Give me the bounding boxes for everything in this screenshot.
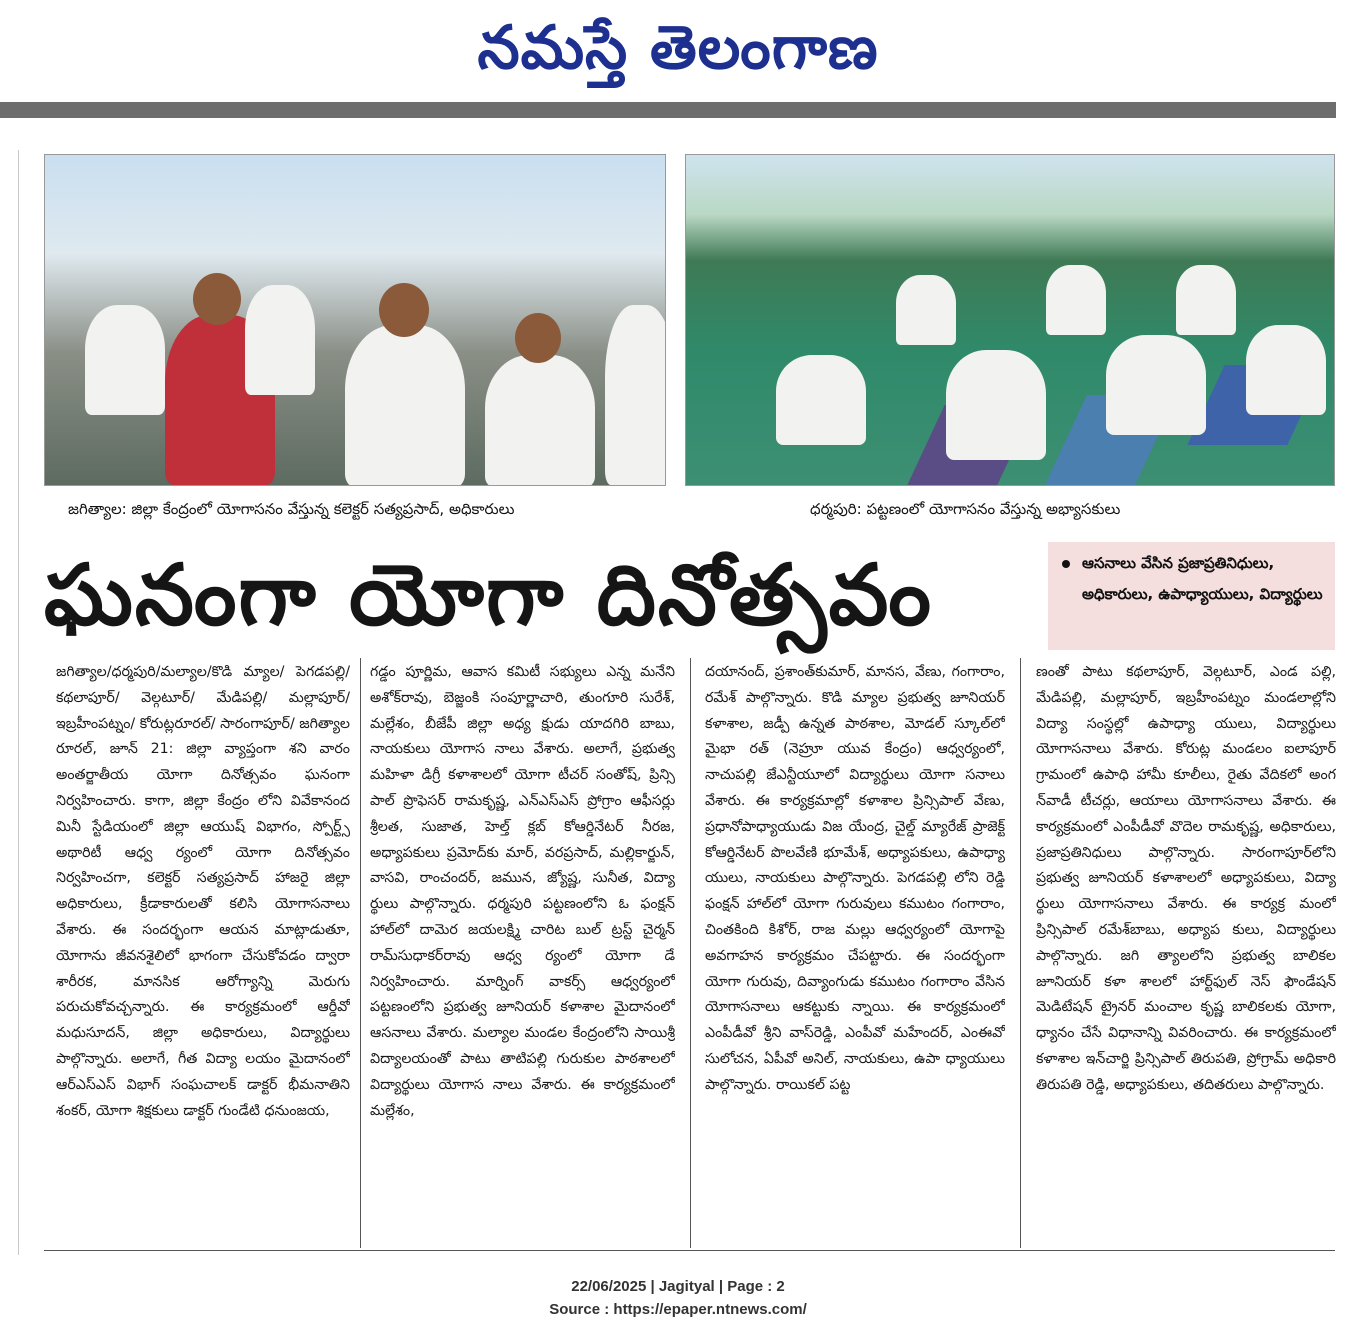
photo-person <box>345 325 465 486</box>
article-column: గడ్డం పూర్ణిమ, ఆవాస కమిటీ సభ్యులు ఎన్న మనేని అశోక్‌రావు, బెజ్జంకి సంపూర్ణాచారి, తుంగూరి సురేశ్, మల్లేశం, బీజేపీ జిల్లా అధ్య క్షుడు యాదగిరి బాబు, నాయకులు యోగాస నాలు వేశారు. అలాగే, ప్రభుత్వ మహిళా డిగ్రీ కళాశాలలో యోగా టీచర్ సంతోష్, ప్రిన్సి పాల్ ప్రొఫెసర్ రామకృష్ణ, ఎన్ఎస్ఎస్ ప్రోగ్రాం ఆఫీసర్లు శ్రీలత, సుజాత, హెల్త్ క్లబ్ కోఆర్డినేటర్ నీరజ, అధ్యాపకులు ప్రమోద్‌కు మార్, వరప్రసాద్, మల్లికార్జున్, వాసవి, రాంచందర్, జమున, జ్యోష్ణ, సునీత, విద్యా ర్థులు పాల్గొన్నారు. ధర్మపురి పట్టణంలోని ఓ ఫంక్షన్ హాల్‌లో దామెర జయలక్ష్మి చారిట బుల్ ట్రస్ట్ చైర్మన్ రామ్‌సుధాకర్‌రావు ఆధ్వ ర్యంలో యోగా డే నిర్వహించారు. మార్నింగ్ వాకర్స్ ఆధ్వర్యంలో పట్టణంలోని ప్రభుత్వ జూనియర్ కళాశాల మైదానంలో ఆసనాలు వేశారు. మల్యాల మండల కేంద్రంలోని సాయిశ్రీ విద్యాలయంతో పాటు తాటిపల్లి గురుకుల పాఠశాలలో విద్యార్థులు యోగాస నాలు వేశారు. ఈ కార్యక్రమంలో మల్లేశం, <box>370 664 675 1119</box>
photo-person <box>946 350 1046 460</box>
photo-person-head <box>515 313 561 363</box>
bullet-icon <box>1062 560 1070 568</box>
photo-person <box>85 305 165 415</box>
photo-person <box>1046 265 1106 335</box>
photo-person <box>1106 335 1206 435</box>
photo-person-head <box>379 283 429 337</box>
photo-person <box>1246 325 1326 415</box>
column-divider <box>690 658 691 1248</box>
article-bottom-rule <box>44 1250 1335 1251</box>
photo-jagityal-yoga <box>44 154 666 486</box>
page-edge-line <box>18 150 19 1255</box>
highlight-box <box>1048 542 1335 650</box>
photo-caption: ధర్మపురి: పట్టణంలో యోగాసనం వేస్తున్న అభ్యాసకులు <box>810 500 1121 518</box>
newspaper-logo: నమస్తే తెలంగాణ <box>477 13 879 83</box>
column-divider <box>1020 658 1021 1248</box>
footer-date-line: 22/06/2025 | Jagityal | Page : 2 <box>571 1278 785 1295</box>
photo-person <box>245 285 315 395</box>
photo-person <box>485 355 595 486</box>
highlight-text: ఆసనాలు వేసిన ప్రజాప్రతినిధులు, అధికారులు, ఉపాధ్యాయులు, విద్యార్థులు <box>1082 554 1323 603</box>
photo-person <box>776 355 866 445</box>
article-column: ణంతో పాటు కథలాపూర్, వెల్గటూర్, ఎండ పల్లి, మేడిపల్లి, మల్లాపూర్, ఇబ్రహీంపట్నం మండలాల్లోని విద్యా సంస్థల్లో ఉపాధ్యా యులు, విద్యార్థులు యోగాసనాలు వేశారు. కోరుట్ల మండలం ఐలాపూర్ గ్రామంలో ఉపాధి హామీ కూలీలు, రైతు వేదికలో అంగ న్‌వాడీ టీచర్లు, ఆయాలు యోగాసనాలు వేశారు. ఈ కార్యక్రమంలో ఎంపీడీవో వొదెల రామకృష్ణ, అధికారులు, ప్రజాప్రతినిధులు పాల్గొన్నారు. సారంగాపూర్‌లోని ప్రభుత్వ జూనియర్ కళాశాలలో అధ్యాపకులు, విద్యా ర్థులు యోగాసనాలు వేశారు. ఈ కార్యక్ర మంలో ప్రిన్సిపాల్ రమేశ్‌బాబు, అధ్యాప కులు, విద్యార్థులు పాల్గొన్నారు. జగి త్యాలలోని ప్రభుత్వ బాలికల జూనియర్ కళా శాలలో హార్ట్‌ఫుల్ నెస్ ఫౌండేషన్ మెడిటేషన్ ట్రైనర్ మంచాల కృష్ణ బాలికలకు యోగా, ధ్యానం చేసే విధానాన్ని వివరించారు. ఈ కార్యక్రమంలో కళాశాల ఇన్‌చార్జి ప్రిన్సిపాల్ తిరుపతి, ప్రోగ్రామ్ అధికారి తిరుపతి రెడ్డి, అధ్యాపకులు, తదితరులు పాల్గొన్నారు. <box>1036 664 1336 1093</box>
photo-person <box>605 305 666 485</box>
photo-dharmapuri-yoga <box>685 154 1335 486</box>
photo-person <box>1176 265 1236 335</box>
column-divider <box>360 658 361 1248</box>
masthead-rule <box>0 102 1336 118</box>
footer-source-line: Source : https://epaper.ntnews.com/ <box>549 1301 807 1318</box>
masthead <box>0 0 1356 100</box>
photo-person-head <box>193 273 241 325</box>
article-column: జగిత్యాల/ధర్మపురి/మల్యాల/కొడి మ్యాల/ పెగడపల్లి/ కథలాపూర్/ వెల్గటూర్/ మేడిపల్లి/ మల్లాపూర్/ ఇబ్రహీంపట్నం/ కోరుట్లరూరల్/ సారంగాపూర్/ జగిత్యాల రూరల్, జూన్ 21: జిల్లా వ్యాప్తంగా శని వారం అంతర్జాతీయ యోగా దినోత్సవం ఘనంగా నిర్వహించారు. కాగా, జిల్లా కేంద్రం లోని వివేకానంద మినీ స్టేడియంలో జిల్లా ఆయుష్ విభాగం, స్పోర్ట్స్ అథారిటీ ఆధ్వ ర్యంలో యోగా దినోత్సవం నిర్వహించగా, కలెక్టర్ సత్యప్రసాద్ హాజరై జిల్లా అధికారులు, క్రీడాకారులతో కలిసి యోగాసనాలు వేశారు. ఈ సందర్భంగా ఆయన మాట్లాడుతూ, యోగాను జీవనశైలిలో భాగంగా చేసుకోవడం ద్వారా శారీరక, మానసిక ఆరోగ్యాన్ని మెరుగు పరుచుకోవచ్చన్నారు. ఈ కార్యక్రమంలో ఆర్డీవో మధుసూదన్, జిల్లా అధికారులు, విద్యార్థులు పాల్గొన్నారు. అలాగే, గీత విద్యా లయం మైదానంలో ఆర్ఎస్ఎస్ విభాగ్ సంఘచాలక్ డాక్టర్ భీమనాతిని శంకర్, యోగా శిక్షకులు డాక్టర్ గుండేటి ధనుంజయ, <box>56 664 350 1119</box>
photo-person <box>896 275 956 345</box>
article-column: దయానంద్, ప్రశాంత్‌కుమార్, మానస, వేణు, గంగారాం, రమేశ్ పాల్గొన్నారు. కొడి మ్యాల ప్రభుత్వ జూనియర్ కళాశాల, జడ్పీ ఉన్నత పాఠశాల, మోడల్ స్కూల్‌లో మైభా రత్ (నెహ్రూ యువ కేంద్రం) ఆధ్వర్యంలో, నాచుపల్లి జేఎన్టీయూలో విద్యార్థులు యోగా సనాలు వేశారు. ఈ కార్యక్రమాల్లో కళాశాల ప్రిన్సిపాల్ వేణు, ప్రధానోపాధ్యాయుడు విజ యేంద్ర, చైల్డ్ మ్యారేజ్ ప్రాజెక్ట్ కోఆర్డినేటర్ పొలవేణి భూమేశ్, అధ్యాపకులు, ఉపాధ్యా యులు, నాయకులు పాల్గొన్నారు. పెగడపల్లి లోని రెడ్డి ఫంక్షన్ హాల్‌లో యోగా గురువులు కముటం గంగారాం, చింతకింది కిశోర్, రాజ మల్లు ఆధ్వర్యంలో యోగాపై అవగాహన కార్యక్రమం చేపట్టారు. ఈ సందర్భంగా యోగా గురువు, దివ్యాంగుడు కముటం గంగారాం వేసిన యోగాసనాలు ఆకట్టుకు న్నాయి. ఈ కార్యక్రమంలో ఎంపీడీవో శ్రీని వాస్‌రెడ్డి, ఎంపీవో మహేందర్, ఎంఈవో సులోచన, ఏపీవో అనిల్, నాయకులు, ఉపా ధ్యాయులు పాల్గొన్నారు. రాయికల్ పట్ట <box>705 664 1005 1093</box>
article-headline: ఘనంగా యోగా దినోత్సవం <box>44 546 933 644</box>
photo-caption: జగిత్యాల: జిల్లా కేంద్రంలో యోగాసనం వేస్తున్న కలెక్టర్ సత్యప్రసాద్, అధికారులు <box>68 500 515 518</box>
